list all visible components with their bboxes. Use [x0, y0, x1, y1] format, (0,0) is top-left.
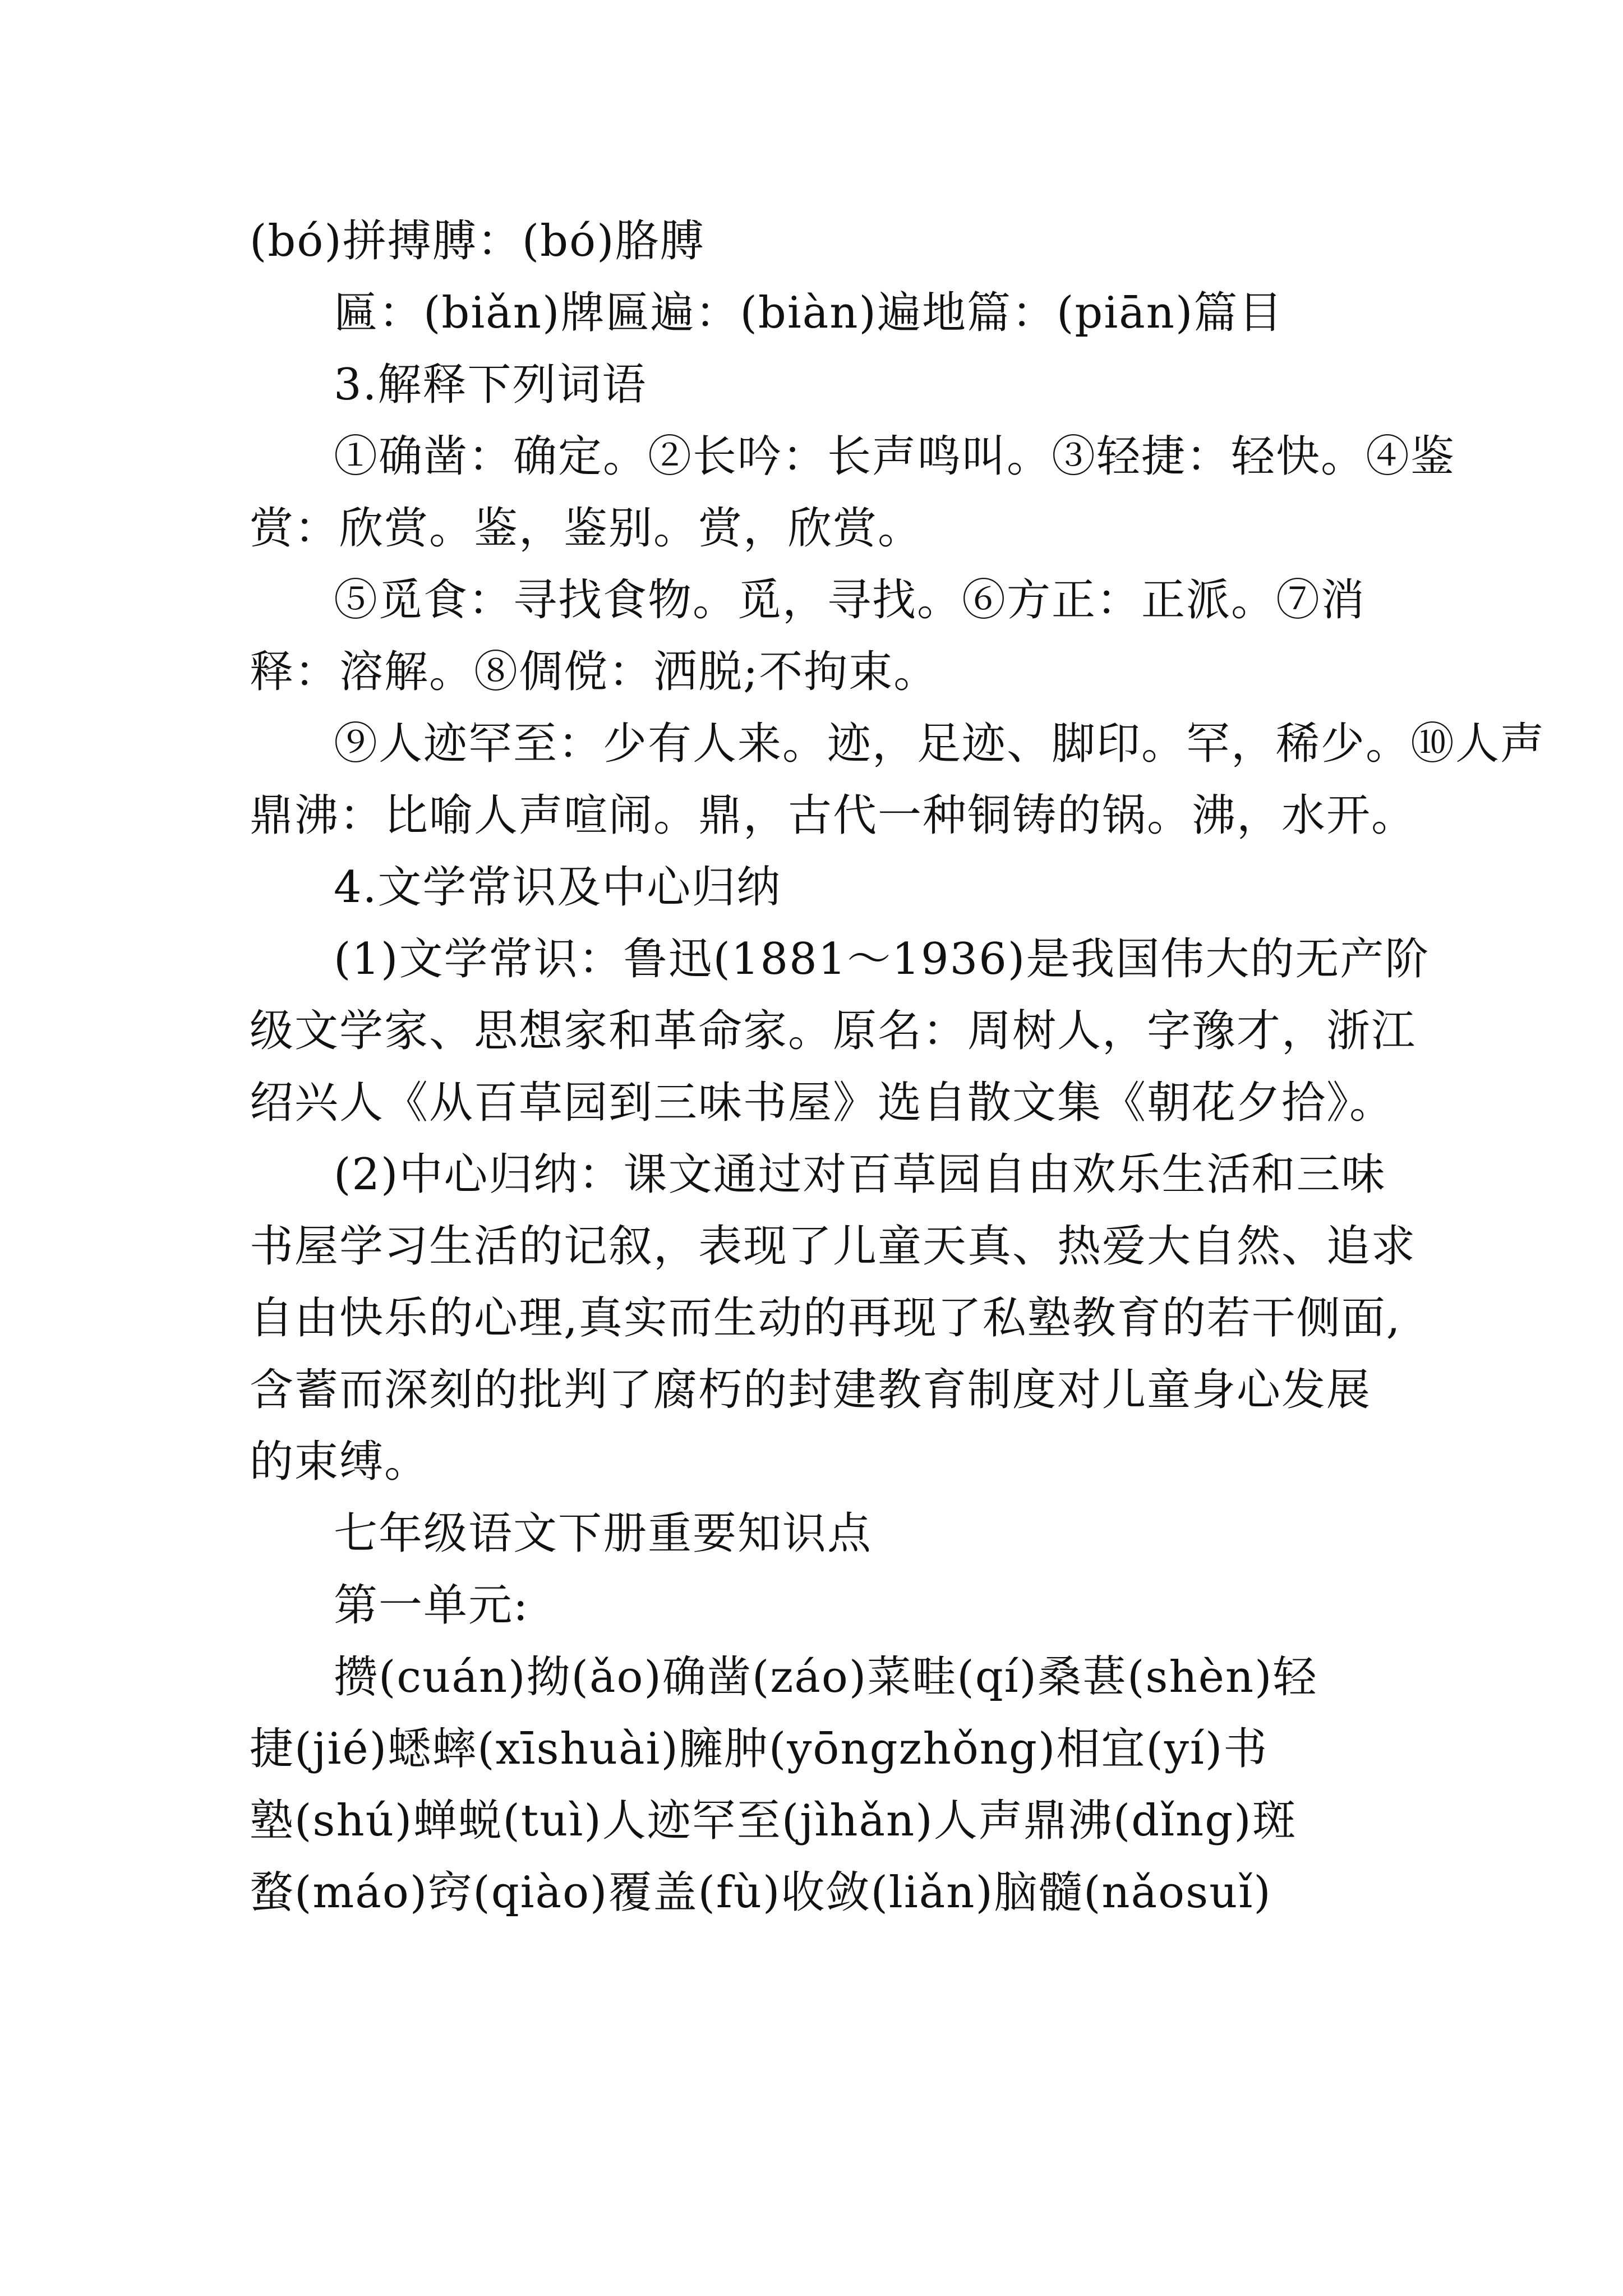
text-line-16: 自由快乐的心理,真实而生动的再现了私塾教育的若干侧面, — [250, 1293, 1401, 1343]
text-line-17: 含蓄而深刻的批判了腐朽的封建教育制度对儿童身心发展 — [250, 1365, 1372, 1415]
text-line-7: 释：溶解。⑧倜傥：洒脱;不拘束。 — [250, 647, 939, 697]
text-line-21: 攒(cuán)拗(ǎo)确凿(záo)菜畦(qí)桑葚(shèn)轻 — [334, 1652, 1318, 1703]
text-line-23: 塾(shú)蝉蜕(tuì)人迹罕至(jìhǎn)人声鼎沸(dǐng)斑 — [250, 1796, 1297, 1846]
text-line-14: (2)中心归纳：课文通过对百草园自由欢乐生活和三味 — [334, 1149, 1386, 1200]
text-line-1: (bó)拼搏膊：(bó)胳膊 — [250, 216, 705, 266]
text-line-18: 的束缚。 — [250, 1437, 430, 1487]
section-heading-3: 3.解释下列词语 — [334, 360, 647, 410]
text-line-22: 捷(jié)蟋蟀(xīshuài)臃肿(yōngzhǒng)相宜(yí)书 — [250, 1724, 1269, 1774]
text-line-4: ①确凿：确定。②长吟：长声鸣叫。③轻捷：轻快。④鉴 — [334, 431, 1456, 482]
text-line-6: ⑤觅食：寻找食物。觅，寻找。⑥方正：正派。⑦消 — [334, 575, 1366, 625]
text-line-15: 书屋学习生活的记叙，表现了儿童天真、热爱大自然、追求 — [250, 1221, 1417, 1272]
section-title: 七年级语文下册重要知识点 — [334, 1508, 873, 1559]
text-line-5: 赏：欣赏。鉴，鉴别。赏，欣赏。 — [250, 503, 923, 554]
text-line-9: 鼎沸：比喻人声喧闹。鼎，古代一种铜铸的锅。沸，水开。 — [250, 790, 1417, 841]
text-line-8: ⑨人迹罕至：少有人来。迹，足迹、脚印。罕，稀少。⑩人声 — [334, 719, 1546, 769]
text-line-2: 匾：(biǎn)牌匾遍：(biàn)遍地篇：(piān)篇目 — [334, 288, 1284, 338]
text-line-24: 蝥(máo)窍(qiào)覆盖(fù)收敛(liǎn)脑髓(nǎosuǐ) — [250, 1867, 1272, 1918]
text-line-13: 绍兴人《从百草园到三味书屋》选自散文集《朝花夕拾》。 — [250, 1078, 1395, 1128]
text-line-12: 级文学家、思想家和革命家。原名：周树人，字豫才，浙江 — [250, 1006, 1417, 1056]
section-heading-4: 4.文学常识及中心归纳 — [334, 862, 782, 913]
unit-heading: 第一单元: — [334, 1580, 529, 1631]
text-line-11: (1)文学常识：鲁迅(1881～1936)是我国伟大的无产阶 — [334, 934, 1430, 984]
